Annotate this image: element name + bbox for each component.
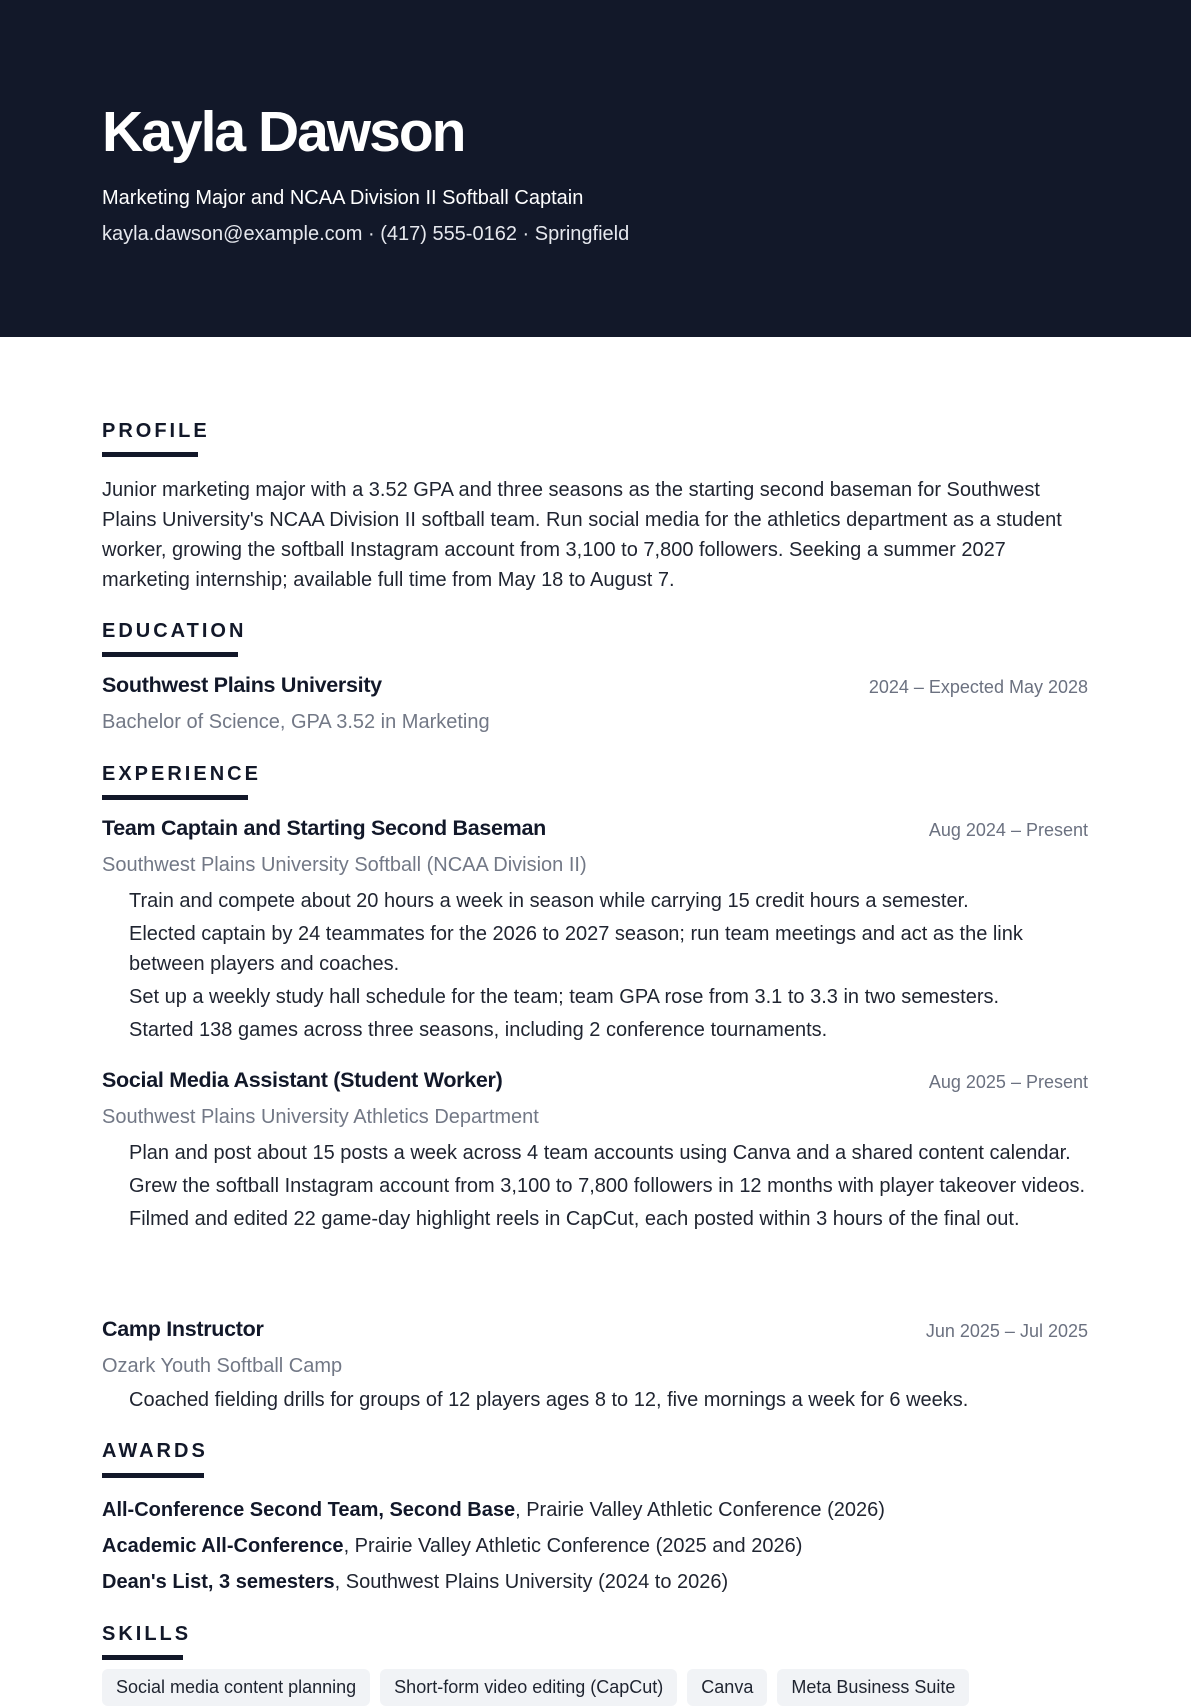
section-title-profile: PROFILE	[102, 420, 210, 442]
award-name: All-Conference Second Team, Second Base	[102, 1499, 516, 1521]
job-dates: Jun 2025 – Jul 2025	[925, 1321, 1088, 1341]
job-role: Team Captain and Starting Second Baseman	[102, 816, 546, 840]
candidate-name: Kayla Dawson	[102, 100, 465, 164]
list-item: Coached fielding drills for groups of 12 players ages 8 to 12, five mornings a week for 6 weeks.	[129, 1389, 969, 1411]
award-name: Academic All-Conference	[102, 1535, 344, 1557]
resume-header	[0, 0, 1191, 337]
award-detail: , Southwest Plains University (2024 to 2026)	[334, 1571, 729, 1593]
list-item: Elected captain by 24 teammates for the 2026 to 2027 season; run team meetings and act as the link between players and coaches.	[129, 923, 1023, 975]
skill-chip: Short-form video editing (CapCut)	[380, 1669, 677, 1706]
job-organization: Southwest Plains University Softball (NCAA Division II)	[102, 854, 587, 876]
award-item	[102, 1500, 885, 1520]
section-rule	[102, 452, 198, 457]
list-item: Filmed and edited 22 game-day highlight reels in CapCut, each posted within 3 hours of the final out.	[129, 1208, 1020, 1230]
award-item	[102, 1572, 728, 1592]
contact-line: kayla.dawson@example.com · (417) 555-0162 · Springfield	[102, 223, 630, 245]
degree-line: Bachelor of Science, GPA 3.52 in Marketing	[102, 711, 490, 733]
candidate-tagline: Marketing Major and NCAA Division II Softball Captain	[102, 187, 584, 209]
award-item	[102, 1536, 802, 1556]
job-dates: Aug 2025 – Present	[928, 1072, 1088, 1092]
profile-summary: Junior marketing major with a 3.52 GPA and three seasons as the starting second baseman for Southwest Plains University's NCAA Division II softball team. Run social media for the athletics department as a student worker, growing the softball Instagram account from 3,100 to 7,800 followers. Seeking a summer 2027 marketing internship; available full time from May 18 to August 7.	[102, 479, 1062, 591]
section-rule	[102, 1655, 183, 1660]
education-dates: 2024 – Expected May 2028	[868, 677, 1088, 697]
job-organization: Southwest Plains University Athletics Department	[102, 1106, 539, 1128]
job-organization: Ozark Youth Softball Camp	[102, 1355, 343, 1377]
job-role: Camp Instructor	[102, 1317, 264, 1341]
section-rule	[102, 1473, 204, 1478]
list-item: Started 138 games across three seasons, including 2 conference tournaments.	[129, 1019, 828, 1041]
job-bullets	[129, 886, 1089, 1048]
list-item: Grew the softball Instagram account from 3,100 to 7,800 followers in 12 months with player takeover videos.	[129, 1175, 1086, 1197]
award-name: Dean's List, 3 semesters	[102, 1571, 335, 1593]
section-rule	[102, 795, 248, 800]
section-title-education: EDUCATION	[102, 620, 247, 642]
job-bullets	[129, 1138, 1089, 1237]
job-dates: Aug 2024 – Present	[928, 820, 1088, 840]
section-title-skills: SKILLS	[102, 1623, 192, 1645]
section-title-experience: EXPERIENCE	[102, 763, 261, 785]
section-title-awards: AWARDS	[102, 1440, 208, 1462]
job-role: Social Media Assistant (Student Worker)	[102, 1068, 503, 1092]
list-item: Train and compete about 20 hours a week in season while carrying 15 credit hours a semester.	[129, 890, 969, 912]
section-rule	[102, 652, 238, 657]
school-name: Southwest Plains University	[102, 673, 382, 697]
job-bullets	[129, 1385, 1089, 1418]
skill-chip: Social media content planning	[102, 1669, 370, 1706]
award-detail: , Prairie Valley Athletic Conference (2026)	[515, 1499, 885, 1521]
skill-chip: Canva	[687, 1669, 767, 1706]
skills-list	[102, 1669, 969, 1706]
list-item: Set up a weekly study hall schedule for the team; team GPA rose from 3.1 to 3.3 in two semesters.	[129, 986, 1000, 1008]
skill-chip: Meta Business Suite	[777, 1669, 969, 1706]
list-item: Plan and post about 15 posts a week across 4 team accounts using Canva and a shared content calendar.	[129, 1142, 1071, 1164]
award-detail: , Prairie Valley Athletic Conference (2025 and 2026)	[343, 1535, 803, 1557]
